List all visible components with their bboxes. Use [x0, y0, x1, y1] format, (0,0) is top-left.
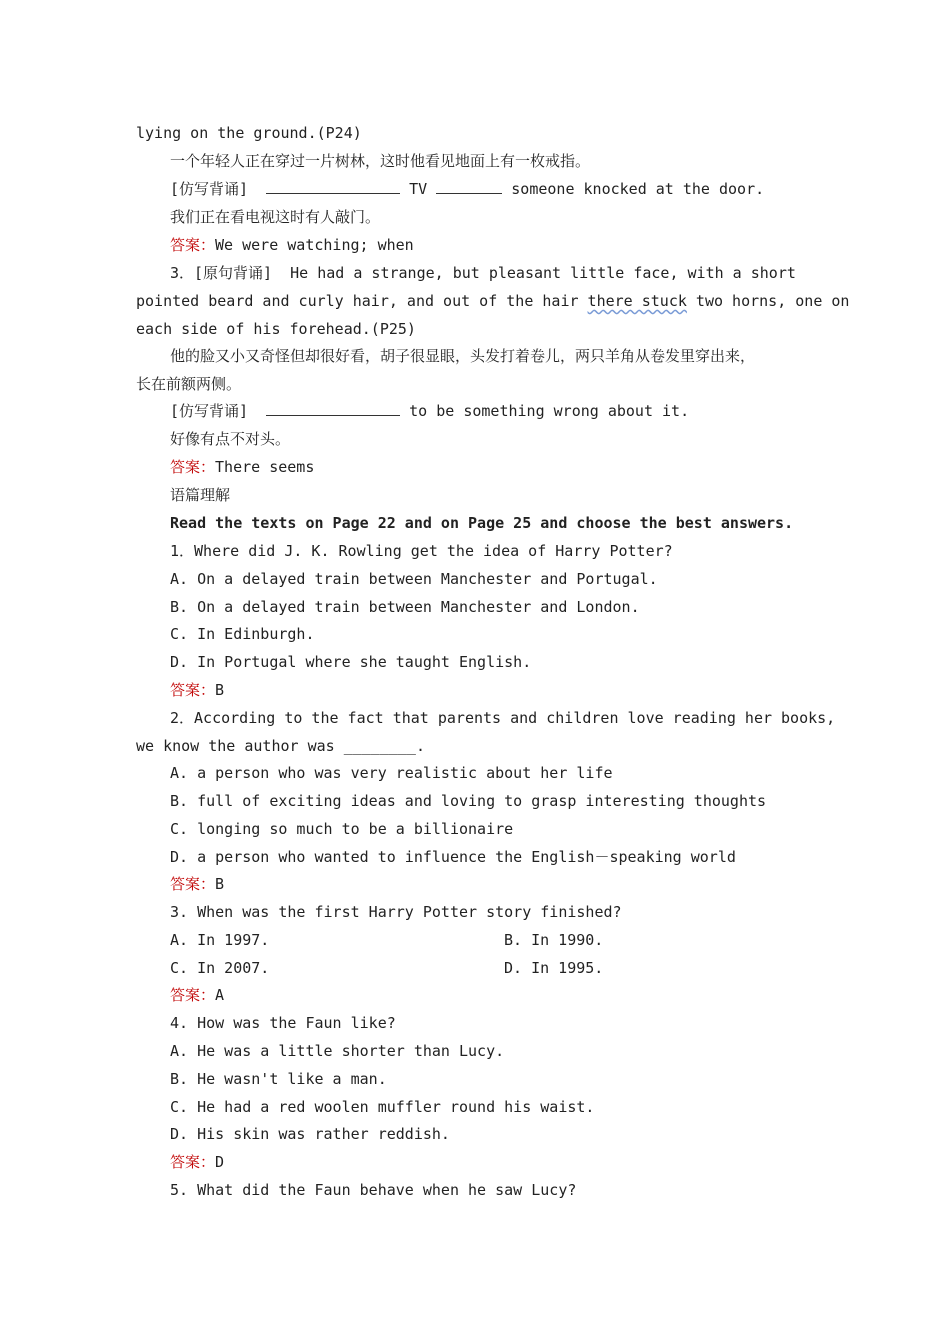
answer-text: D — [215, 1153, 225, 1171]
text-fragment: TV — [409, 180, 428, 198]
answer-blank — [266, 401, 400, 416]
question-5: 5. What did the Faun behave when he saw Lucy? — [170, 1181, 577, 1199]
question-2-cont: we know the author was ________. — [136, 737, 425, 755]
instruction: Read the texts on Page 22 and on Page 25 and choose the best answers. — [170, 514, 794, 532]
section-heading: 语篇理解 — [170, 486, 231, 504]
answer-line — [170, 1152, 224, 1172]
text-fragment: someone knocked at the door. — [511, 180, 765, 198]
option-a: A. On a delayed train between Manchester and Portugal. — [170, 570, 658, 588]
answer-label: 答案： — [170, 458, 216, 476]
option-a: A. In 1997. — [170, 931, 270, 949]
question-1: 1．Where did J. K. Rowling get the idea of Harry Potter? — [170, 542, 673, 560]
translation-line: 一个年轻人正在穿过一片树林，这时他看见地面上有一枚戒指。 — [170, 152, 591, 170]
answer-text: There seems — [215, 458, 315, 476]
answer-label: 答案： — [170, 236, 216, 254]
option-b: B. full of exciting ideas and loving to grasp interesting thoughts — [170, 792, 767, 810]
text-line: lying on the ground.(P24) — [136, 124, 362, 142]
text-line: 3．[原句背诵] He had a strange, but pleasant little face, with a short — [170, 264, 796, 282]
option-b: B. On a delayed train between Manchester and London. — [170, 598, 640, 616]
translation-line: 我们正在看电视这时有人敲门。 — [170, 208, 381, 226]
answer-blank — [436, 179, 502, 194]
imitation-line — [170, 401, 689, 421]
answer-label: 答案： — [170, 681, 216, 699]
answer-line — [170, 874, 224, 894]
text-fragment: two horns, one on — [686, 292, 850, 310]
answer-text: B — [215, 875, 225, 893]
option-d: D. His skin was rather reddish. — [170, 1125, 450, 1143]
option-b: B. He wasn't like a man. — [170, 1070, 387, 1088]
question-3: 3. When was the first Harry Potter story finished? — [170, 903, 622, 921]
imitation-line — [170, 179, 764, 199]
question-4: 4. How was the Faun like? — [170, 1014, 396, 1032]
text-line — [136, 291, 849, 311]
option-d: D. In 1995. — [504, 959, 604, 977]
text-fragment: pointed beard and curly hair, and out of the hair — [136, 292, 588, 310]
option-b: B. In 1990. — [504, 931, 604, 949]
answer-line — [170, 680, 224, 700]
imitation-label: [仿写背诵] — [170, 180, 249, 198]
answer-label: 答案： — [170, 986, 216, 1004]
option-c: C. He had a red woolen muffler round his waist. — [170, 1098, 595, 1116]
answer-text: We were watching; when — [215, 236, 414, 254]
imitation-label: [仿写背诵] — [170, 402, 249, 420]
text-fragment: to be something wrong about it. — [409, 402, 690, 420]
text-line: each side of his forehead.(P25) — [136, 320, 416, 338]
option-a: A. He was a little shorter than Lucy. — [170, 1042, 505, 1060]
translation-line: 他的脸又小又奇怪但却很好看，胡子很显眼，头发打着卷儿，两只羊角从卷发里穿出来， — [170, 347, 756, 365]
option-c: C. In 2007. — [170, 959, 270, 977]
emphasized-phrase: there stuck — [587, 292, 687, 310]
option-a: A. a person who was very realistic about her life — [170, 764, 613, 782]
option-c: C. longing so much to be a billionaire — [170, 820, 514, 838]
answer-line — [170, 235, 414, 255]
answer-blank — [266, 179, 400, 194]
answer-text: A — [215, 986, 225, 1004]
answer-label: 答案： — [170, 1153, 216, 1171]
question-2: 2．According to the fact that parents and children love reading her books, — [170, 709, 836, 727]
option-d: D. In Portugal where she taught English. — [170, 653, 532, 671]
answer-line — [170, 985, 224, 1005]
answer-label: 答案： — [170, 875, 216, 893]
translation-line: 好像有点不对头。 — [170, 430, 291, 448]
answer-line — [170, 457, 314, 477]
translation-line: 长在前额两侧。 — [136, 375, 242, 393]
option-d: D. a person who wanted to influence the English－speaking world — [170, 848, 736, 866]
option-c: C. In Edinburgh. — [170, 625, 315, 643]
answer-text: B — [215, 681, 225, 699]
